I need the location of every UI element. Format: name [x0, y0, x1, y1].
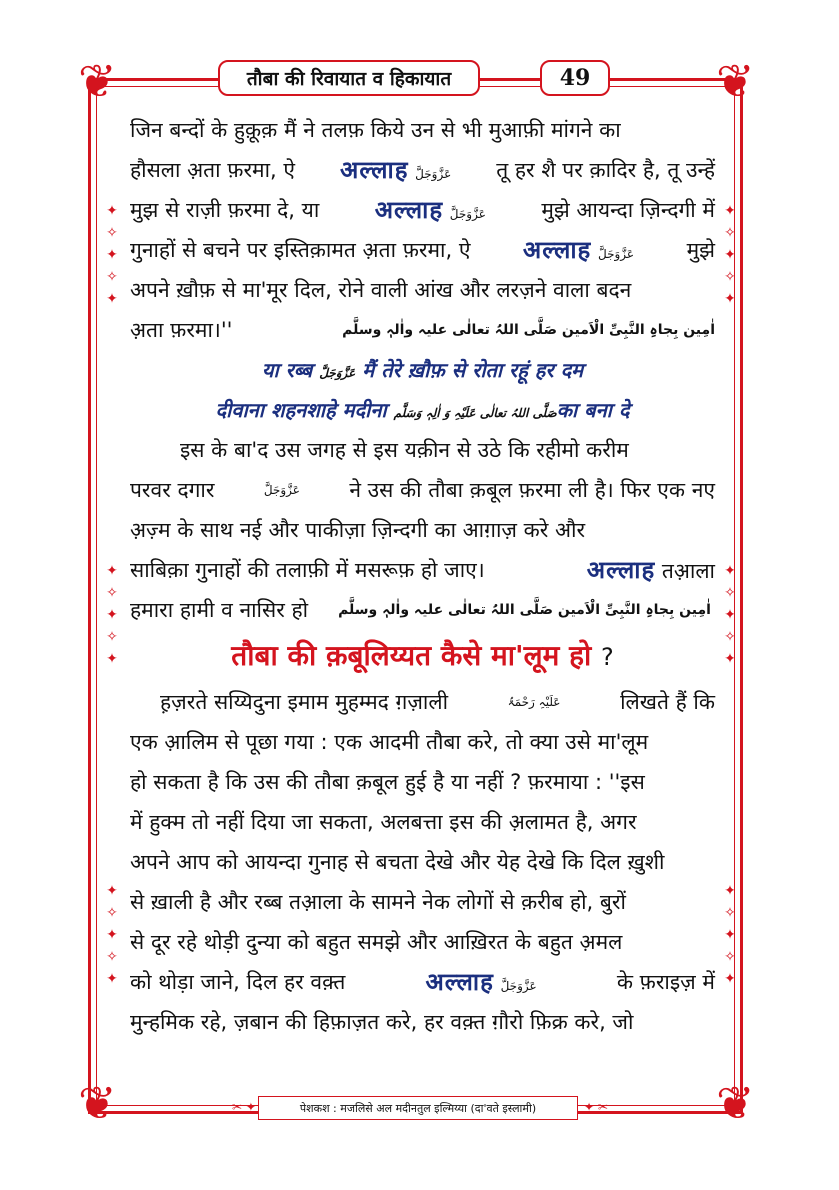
running-header-title: तौबा की रिवायात व हिकायात [218, 60, 480, 96]
arabic-honorific: عَزَّوَجَلَّ [319, 366, 356, 380]
verse-text: मैं तेरे ख़ौफ़ से रोता रहूं हर दम [362, 358, 584, 382]
text-line [130, 590, 715, 630]
text-span: अपने आप को आयन्दा गुनाह से बचता देखे और येह देखे कि दिल ख़ुशी [130, 850, 665, 874]
allah-calligraphy: अल्लाह [586, 556, 656, 584]
text-line [130, 882, 715, 922]
arabic-honorific: عَزَّوَجَلَّ [263, 483, 300, 497]
verse-text: का बना दे [556, 398, 630, 422]
allah-calligraphy: अल्लाह [425, 968, 494, 996]
text-line [130, 962, 715, 1002]
text-span: एक आ़लिम से पूछा गया : एक आदमी तौबा करे, तो क्या उसे मा'लूम [130, 730, 649, 754]
arabic-dua-phrase: اٰمِین بِجاہِ النَّبِیِّ الْاَمین صَلَّی اللہُ تعالٰی علیہ واٰلہٖ وسلَّم [342, 322, 715, 338]
left-border-ornament: ✦ ✧ ✦ ✧ ✦ [106, 883, 118, 987]
text-span: साबिक़ा गुनाहों की तलाफ़ी में मसरूफ़ हो जाए। [130, 558, 485, 582]
corner-ornament-top-left: ❦ [78, 54, 117, 108]
text-line [130, 230, 715, 270]
corner-ornament-bottom-right: ❦ [716, 1076, 755, 1130]
heading-text: तौबा की क़बूलिय्यत कैसे मा'लूम हो [231, 639, 592, 672]
text-span: तआ़ला [661, 559, 715, 583]
text-span: इस के बा'द उस जगह से इस यक़ीन से उठे कि रहीमो करीम [180, 438, 629, 462]
right-border-ornament: ✦ ✧ ✦ ✧ ✦ [724, 563, 736, 667]
text-span: अपने ख़ौफ़ से मा'मूर दिल, रोने वाली आंख और लरज़ने वाला बदन [130, 278, 632, 302]
verse-line-2 [130, 390, 715, 430]
page-number: 49 [540, 60, 610, 96]
text-span: अ़ज़्म के साथ नई और पाकीज़ा ज़िन्दगी का आग़ाज़ करे और [130, 518, 586, 542]
arabic-dua-phrase: اٰمِین بِجاہِ النَّبِیِّ الْاَمین صَلَّی اللہُ تعالٰی علیہ واٰلہٖ وسلَّم [338, 602, 711, 618]
text-line [130, 310, 715, 350]
text-span: में हुक्म तो नहीं दिया जा सकता, अलबत्ता इस की अ़लामत है, अगर [130, 810, 637, 834]
text-span: ने उस की तौबा क़बूल फ़रमा ली है। फिर एक नए [349, 478, 715, 502]
text-span: हमारा हामी व नासिर हो [130, 598, 309, 622]
page-content [130, 110, 715, 1042]
arabic-honorific: عَزَّوَجَلَّ [415, 167, 452, 181]
text-line [130, 270, 715, 310]
left-border-ornament: ✦ ✧ ✦ ✧ ✦ [106, 563, 118, 667]
allah-calligraphy: अल्लाह [374, 196, 444, 224]
allah-calligraphy: अल्लाह [522, 236, 592, 264]
text-line [130, 762, 715, 802]
text-line [130, 1002, 715, 1042]
arabic-honorific: عَزَّوَجَلَّ [598, 247, 635, 261]
arabic-honorific: عَزَّوَجَلَّ [500, 979, 537, 993]
text-line [130, 722, 715, 762]
left-border-ornament: ✦ ✧ ✦ ✧ ✦ [106, 203, 118, 307]
footer-publisher: पेशकश : मजलिसे अल मदीनतुल इल्मिय्या (दा'वते इस्लामी) [258, 1096, 578, 1120]
text-line [130, 190, 715, 230]
text-line [130, 110, 715, 150]
text-span: हो सकता है कि उस की तौबा क़बूल हुई है या नहीं ? फ़रमाया : ''इस [130, 770, 645, 794]
section-heading [130, 630, 715, 682]
text-line [130, 470, 715, 510]
text-line [130, 150, 715, 190]
text-span: अ़ता फ़रमा।'' [130, 318, 233, 342]
text-span: परवर दगार [130, 478, 215, 502]
text-span: जिन बन्दों के हुक़ूक़ मैं ने तलफ़ किये उन से भी मुआफ़ी मांगने का [130, 118, 621, 142]
text-span: हौसला अ़ता फ़रमा, ऐ [130, 158, 296, 182]
heading-question-mark: ? [600, 643, 614, 671]
text-span: से दूर रहे थोड़ी दुन्या को बहुत समझे और आख़िरत के बहुत अ़मल [130, 930, 623, 954]
text-span: ह़ज़रते सय्यिदुना इमाम मुहम्मद ग़ज़ाली [160, 690, 449, 714]
verse-text: या रब्ब [261, 358, 313, 382]
right-border-ornament: ✦ ✧ ✦ ✧ ✦ [724, 883, 736, 987]
text-line [130, 510, 715, 550]
verse-line-1 [130, 350, 715, 390]
text-span: के फ़राइज़ में [616, 970, 715, 994]
text-span: मुझ से राज़ी फ़रमा दे, या [130, 198, 320, 222]
text-span: को थोड़ा जाने, दिल हर वक़्त [130, 970, 346, 994]
footer-ornament-left: ✂ ✦ [232, 1100, 256, 1114]
text-line [130, 430, 715, 470]
text-span: गुनाहों से बचने पर इस्तिक़ामत अ़ता फ़रमा, ऐ [130, 238, 471, 262]
text-span: तू हर शै पर क़ादिर है, तू उन्हें [496, 158, 715, 182]
text-span: मुझे आयन्दा ज़िन्दगी में [541, 198, 715, 222]
text-span: लिखते हैं कि [620, 690, 715, 714]
allah-calligraphy: अल्लाह [340, 156, 409, 184]
corner-ornament-top-right: ❦ [716, 54, 755, 108]
text-line [130, 922, 715, 962]
arabic-honorific: عَزَّوَجَلَّ [449, 207, 486, 221]
verse-text: दीवाना शहनशाहे मदीना [215, 398, 387, 422]
text-span: से ख़ाली है और रब्ब तआ़ला के सामने नेक लोगों से क़रीब हो, बुरों [130, 890, 626, 914]
text-line [130, 550, 715, 590]
arabic-honorific: صَلَّی اللہُ تعالٰی عَلَیْہِ وَ اٰلِہٖ وَسَلَّم [393, 406, 557, 420]
right-border-ornament: ✦ ✧ ✦ ✧ ✦ [724, 203, 736, 307]
text-span: मुझे [686, 238, 715, 262]
text-line [130, 682, 715, 722]
text-span: मुन्हमिक रहे, ज़बान की हिफ़ाज़त करे, हर वक़्त ग़ौरो फ़िक्र करे, जो [130, 1010, 634, 1034]
text-line [130, 842, 715, 882]
footer-ornament-right: ✦ ✂ [584, 1100, 608, 1114]
text-line [130, 802, 715, 842]
arabic-honorific: عَلَیْہِ رَحْمَۃُ [507, 695, 561, 709]
corner-ornament-bottom-left: ❦ [78, 1076, 117, 1130]
